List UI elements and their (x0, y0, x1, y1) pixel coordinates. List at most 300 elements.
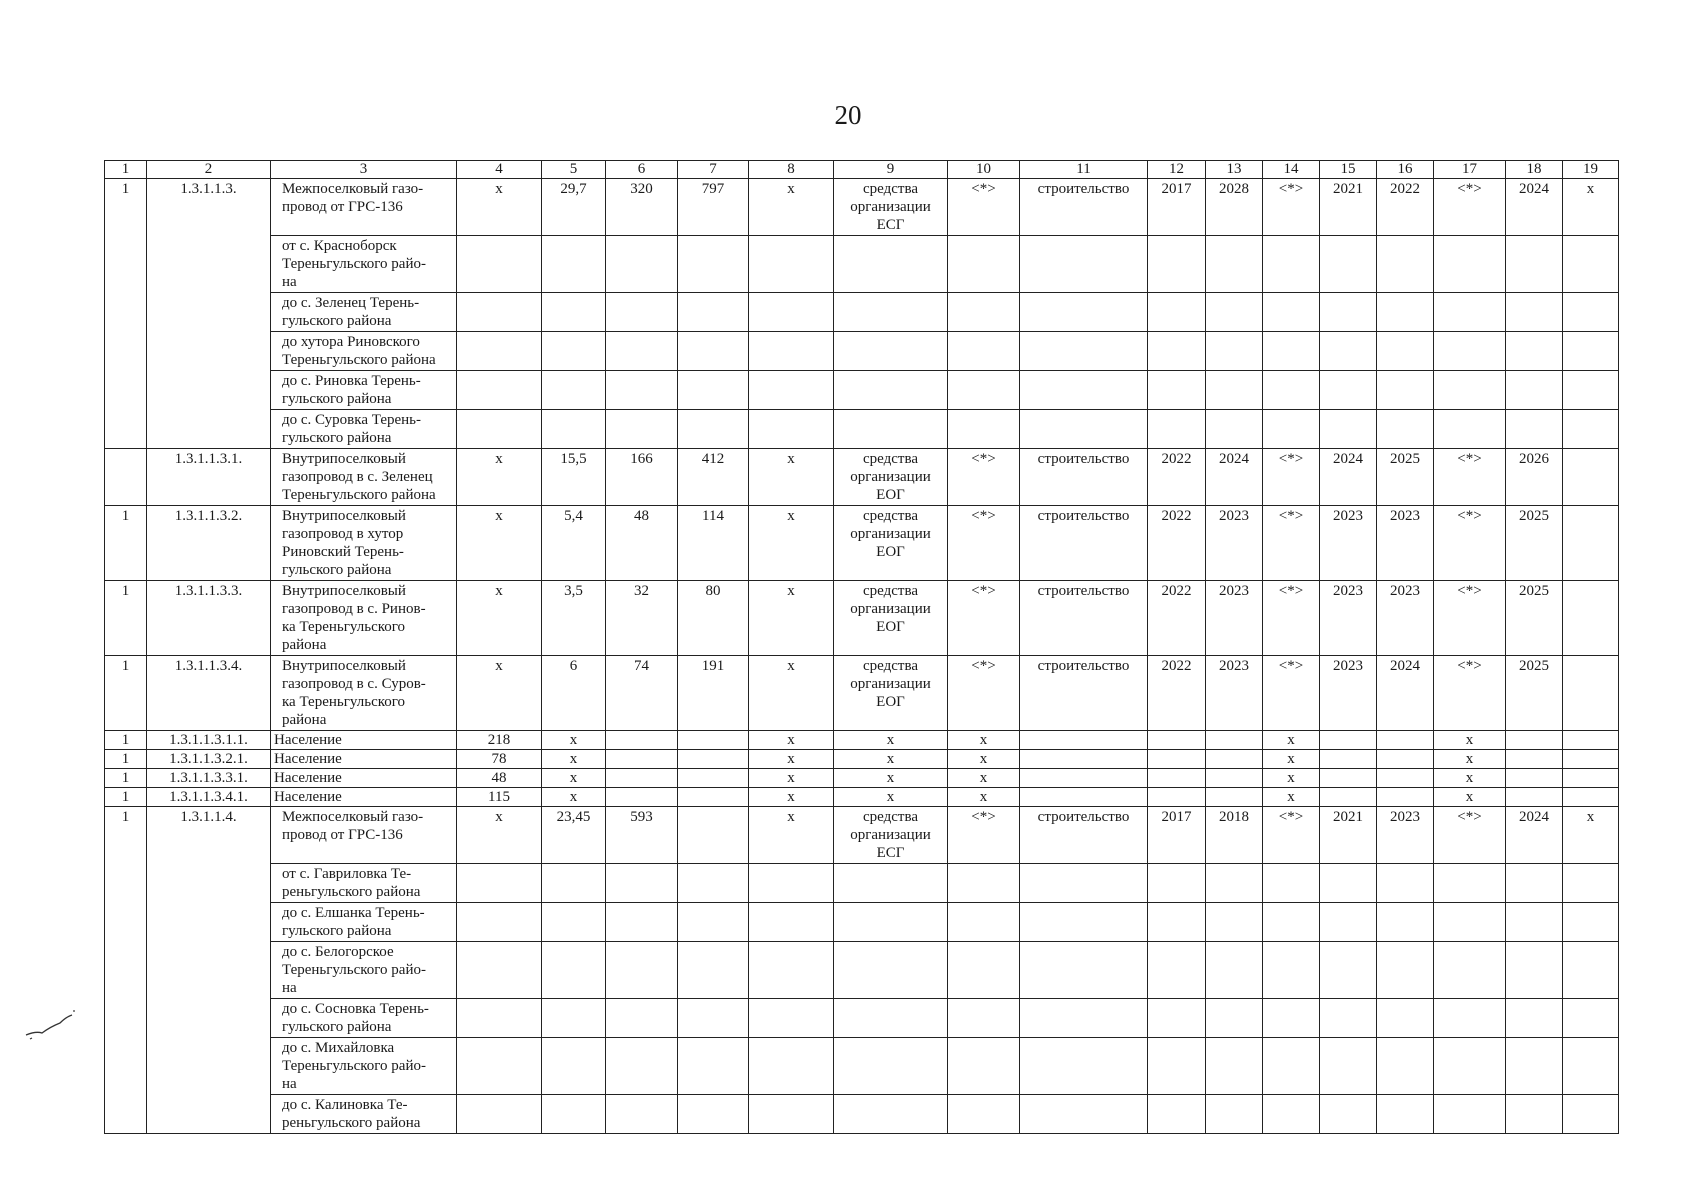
table-cell: х (749, 731, 834, 750)
table-cell: 166 (606, 449, 678, 506)
column-header: 16 (1377, 161, 1434, 179)
table-cell: средства организации ЕОГ (834, 506, 948, 581)
object-name: Население (271, 788, 457, 807)
table-cell (606, 293, 678, 332)
object-name: Внутрипоселковый газопровод в с. Ринов- ка Тереньгульского района (271, 581, 457, 656)
column-header: 3 (271, 161, 457, 179)
table-cell (1377, 903, 1434, 942)
table-cell (542, 999, 606, 1038)
table-cell: х (749, 179, 834, 236)
table-cell (1020, 999, 1148, 1038)
table-cell (834, 903, 948, 942)
table-cell (542, 903, 606, 942)
table-cell (1563, 1095, 1619, 1134)
table-row (105, 1038, 1619, 1095)
column-header: 4 (457, 161, 542, 179)
table-cell (457, 864, 542, 903)
table-cell (1263, 864, 1320, 903)
table-cell: х (749, 581, 834, 656)
table-cell (1206, 410, 1263, 449)
table-cell (1320, 999, 1377, 1038)
table-cell: 2023 (1206, 656, 1263, 731)
table-cell (749, 332, 834, 371)
table-cell (1434, 942, 1506, 999)
table-cell (1563, 410, 1619, 449)
table-cell (834, 293, 948, 332)
column-header: 18 (1506, 161, 1563, 179)
table-row (105, 999, 1619, 1038)
table-row (105, 293, 1619, 332)
scan-mark (20, 1005, 80, 1045)
table-cell (1020, 903, 1148, 942)
table-cell: х (1434, 769, 1506, 788)
table-cell: 1 (105, 656, 147, 731)
table-cell: 2025 (1377, 449, 1434, 506)
table-cell (1020, 293, 1148, 332)
table-cell: <*> (948, 581, 1020, 656)
column-header: 10 (948, 161, 1020, 179)
table-cell: х (749, 807, 834, 864)
table-cell (1434, 999, 1506, 1038)
table-cell (1563, 788, 1619, 807)
table-row (105, 903, 1619, 942)
table-cell (678, 942, 749, 999)
table-cell (1206, 769, 1263, 788)
table-cell (606, 236, 678, 293)
table-cell: 2022 (1377, 179, 1434, 236)
table-cell: <*> (1434, 506, 1506, 581)
table-cell: 320 (606, 179, 678, 236)
table-cell (606, 731, 678, 750)
route-segment: до с. Суровка Терень- гульского района (271, 410, 457, 449)
table-cell (948, 332, 1020, 371)
table-row (105, 179, 1619, 236)
table-cell: х (1263, 788, 1320, 807)
table-cell (1206, 236, 1263, 293)
table-cell (1506, 903, 1563, 942)
table-cell (678, 903, 749, 942)
table-cell: 2025 (1506, 656, 1563, 731)
table-cell: 80 (678, 581, 749, 656)
table-cell: средства организации ЕОГ (834, 656, 948, 731)
table-cell (749, 942, 834, 999)
table-cell: 74 (606, 656, 678, 731)
table-cell: 2028 (1206, 179, 1263, 236)
table-cell (1206, 293, 1263, 332)
table-cell (1377, 864, 1434, 903)
table-cell (1320, 942, 1377, 999)
table-cell: средства организации ЕСГ (834, 807, 948, 864)
table-cell: х (948, 769, 1020, 788)
table-cell (1320, 864, 1377, 903)
table-cell: <*> (1263, 581, 1320, 656)
table-cell (1377, 942, 1434, 999)
table-cell: х (749, 769, 834, 788)
table-cell: 2024 (1506, 807, 1563, 864)
table-cell: <*> (948, 656, 1020, 731)
table-cell: строительство (1020, 807, 1148, 864)
table-cell (1263, 293, 1320, 332)
table-cell (606, 788, 678, 807)
table-cell (1377, 999, 1434, 1038)
table-cell (1206, 731, 1263, 750)
table-cell (1377, 788, 1434, 807)
table-cell: х (542, 788, 606, 807)
table-cell (1434, 236, 1506, 293)
column-header: 9 (834, 161, 948, 179)
table-cell (1148, 769, 1206, 788)
table-row (105, 864, 1619, 903)
table-cell (606, 903, 678, 942)
table-cell: строительство (1020, 449, 1148, 506)
table-cell (678, 788, 749, 807)
route-segment: до с. Сосновка Терень- гульского района (271, 999, 457, 1038)
table-cell (1563, 999, 1619, 1038)
table-cell: 1 (105, 788, 147, 807)
table-cell (457, 1038, 542, 1095)
table-cell: х (948, 788, 1020, 807)
table-cell (948, 236, 1020, 293)
object-name: Межпоселковый газо- провод от ГРС-136 (271, 807, 457, 864)
table-cell (1020, 371, 1148, 410)
table-cell: <*> (948, 807, 1020, 864)
table-cell (606, 371, 678, 410)
table-cell (606, 1038, 678, 1095)
table-cell (1263, 236, 1320, 293)
table-cell (678, 332, 749, 371)
table-cell: х (749, 449, 834, 506)
table-cell: 1 (105, 179, 147, 449)
table-cell (1320, 236, 1377, 293)
table-cell (1320, 750, 1377, 769)
table-cell (749, 999, 834, 1038)
table-cell (678, 236, 749, 293)
table-cell (1563, 371, 1619, 410)
route-segment: до с. Елшанка Терень- гульского района (271, 903, 457, 942)
table-cell (457, 293, 542, 332)
table-cell: 29,7 (542, 179, 606, 236)
table-cell (457, 371, 542, 410)
table-cell (834, 1095, 948, 1134)
table-cell: х (457, 449, 542, 506)
table-cell (834, 332, 948, 371)
route-segment: от с. Красноборск Тереньгульского райо- на (271, 236, 457, 293)
table-cell: 593 (606, 807, 678, 864)
table-row (105, 236, 1619, 293)
table-cell: х (749, 750, 834, 769)
table-cell (606, 332, 678, 371)
table-cell (1148, 942, 1206, 999)
table-cell (1263, 410, 1320, 449)
table-cell (948, 410, 1020, 449)
table-cell (1506, 1095, 1563, 1134)
table-cell (749, 1038, 834, 1095)
table-row (105, 788, 1619, 807)
table-cell (1020, 731, 1148, 750)
table-row (105, 506, 1619, 581)
table-cell (457, 236, 542, 293)
table-cell (542, 1095, 606, 1134)
table-row (105, 731, 1619, 750)
table-cell: 23,45 (542, 807, 606, 864)
table-cell: <*> (1263, 179, 1320, 236)
table-cell (457, 410, 542, 449)
table-cell (1148, 236, 1206, 293)
table-cell (1148, 903, 1206, 942)
table-cell (749, 864, 834, 903)
table-cell: 2023 (1377, 506, 1434, 581)
table-cell (1506, 731, 1563, 750)
table-cell (1020, 1095, 1148, 1134)
table-cell: х (834, 788, 948, 807)
table-cell: строительство (1020, 506, 1148, 581)
table-cell (1206, 371, 1263, 410)
table-cell: 2025 (1506, 506, 1563, 581)
table-cell (1506, 236, 1563, 293)
column-header: 17 (1434, 161, 1506, 179)
table-cell (678, 410, 749, 449)
table-cell (1434, 864, 1506, 903)
table-cell (1434, 293, 1506, 332)
table-cell (749, 236, 834, 293)
table-row (105, 1095, 1619, 1134)
table-cell: х (542, 731, 606, 750)
table-cell (542, 864, 606, 903)
table-row (105, 769, 1619, 788)
object-name: Межпоселковый газо- провод от ГРС-136 (271, 179, 457, 236)
table-cell: 1 (105, 581, 147, 656)
table-cell (948, 999, 1020, 1038)
table-cell: х (457, 506, 542, 581)
table-cell (678, 999, 749, 1038)
table-cell (749, 293, 834, 332)
row-number: 1.3.1.1.3.2. (147, 506, 271, 581)
table-cell (606, 750, 678, 769)
route-segment: до хутора Риновского Тереньгульского района (271, 332, 457, 371)
route-segment: от с. Гавриловка Те- реньгульского района (271, 864, 457, 903)
table-cell (1563, 731, 1619, 750)
table-cell: 2021 (1320, 807, 1377, 864)
table-cell: 2023 (1320, 656, 1377, 731)
table-cell (1020, 788, 1148, 807)
table-cell (542, 942, 606, 999)
table-cell (457, 942, 542, 999)
table-cell (1320, 1095, 1377, 1134)
table-cell: 2022 (1148, 581, 1206, 656)
table-cell: х (834, 750, 948, 769)
table-cell (1206, 750, 1263, 769)
table-cell: 2022 (1148, 449, 1206, 506)
table-cell: 2022 (1148, 656, 1206, 731)
column-header: 19 (1563, 161, 1619, 179)
table-cell: х (834, 769, 948, 788)
table-cell: <*> (1263, 449, 1320, 506)
table-cell (834, 236, 948, 293)
table-cell: 48 (457, 769, 542, 788)
table-cell: 6 (542, 656, 606, 731)
table-cell (749, 903, 834, 942)
page-number: 20 (834, 100, 862, 130)
table-cell (678, 293, 749, 332)
table-cell: <*> (1434, 449, 1506, 506)
table-cell: строительство (1020, 179, 1148, 236)
table-cell: средства организации ЕСГ (834, 179, 948, 236)
table-cell (1148, 999, 1206, 1038)
table-cell (1377, 731, 1434, 750)
table-cell (1320, 371, 1377, 410)
table-cell: х (1263, 769, 1320, 788)
table-cell (1148, 750, 1206, 769)
column-header: 5 (542, 161, 606, 179)
table-cell (1563, 903, 1619, 942)
table-cell (542, 236, 606, 293)
table-cell (1506, 371, 1563, 410)
table-cell (1320, 731, 1377, 750)
table-cell: 32 (606, 581, 678, 656)
table-cell: 114 (678, 506, 749, 581)
table-cell: 5,4 (542, 506, 606, 581)
table-cell: 1 (105, 769, 147, 788)
table-cell (542, 371, 606, 410)
column-header: 11 (1020, 161, 1148, 179)
table-cell (1563, 581, 1619, 656)
table-cell (1563, 942, 1619, 999)
row-number: 1.3.1.1.3.3. (147, 581, 271, 656)
table-cell (457, 1095, 542, 1134)
table-cell: <*> (948, 449, 1020, 506)
route-segment: до с. Риновка Терень- гульского района (271, 371, 457, 410)
table-cell (1506, 293, 1563, 332)
table-cell (948, 903, 1020, 942)
table-cell (1206, 942, 1263, 999)
table-cell (834, 864, 948, 903)
table-row (105, 332, 1619, 371)
table-cell (457, 903, 542, 942)
table-cell (606, 410, 678, 449)
table-cell (1206, 332, 1263, 371)
table-cell: <*> (1434, 179, 1506, 236)
table-cell (834, 999, 948, 1038)
table-cell (542, 332, 606, 371)
table-cell: 218 (457, 731, 542, 750)
table-cell (1434, 903, 1506, 942)
table-cell (542, 293, 606, 332)
table-cell (1563, 506, 1619, 581)
table-cell: х (1263, 750, 1320, 769)
table-cell (1263, 1095, 1320, 1134)
table-cell (1506, 1038, 1563, 1095)
table-cell (948, 1038, 1020, 1095)
data-table (104, 160, 1619, 1134)
table-cell (948, 293, 1020, 332)
table-cell (606, 999, 678, 1038)
table-cell (1377, 1095, 1434, 1134)
table-cell: средства организации ЕОГ (834, 581, 948, 656)
table-cell: 2024 (1320, 449, 1377, 506)
table-cell (1148, 332, 1206, 371)
table-row (105, 449, 1619, 506)
object-name: Внутрипоселковый газопровод в с. Суров- ка Тереньгульского района (271, 656, 457, 731)
table-cell: 191 (678, 656, 749, 731)
table-cell: <*> (948, 506, 1020, 581)
table-cell: 15,5 (542, 449, 606, 506)
table-cell (1148, 371, 1206, 410)
table-cell (1506, 864, 1563, 903)
table-cell (1206, 788, 1263, 807)
table-cell (749, 410, 834, 449)
column-header: 13 (1206, 161, 1263, 179)
table-cell (1506, 999, 1563, 1038)
table-cell: 3,5 (542, 581, 606, 656)
table-cell: 2023 (1320, 506, 1377, 581)
table-cell: х (948, 731, 1020, 750)
table-cell (1020, 332, 1148, 371)
table-cell (1563, 236, 1619, 293)
column-header: 12 (1148, 161, 1206, 179)
table-cell: 412 (678, 449, 749, 506)
table-cell (457, 332, 542, 371)
table-cell (678, 807, 749, 864)
table-cell (1148, 1095, 1206, 1134)
table-cell: 1 (105, 731, 147, 750)
object-name: Внутрипоселковый газопровод в с. Зеленец Тереньгульского района (271, 449, 457, 506)
table-cell: х (1434, 731, 1506, 750)
table-cell (1020, 942, 1148, 999)
row-number: 1.3.1.1.3. (147, 179, 271, 449)
table-cell: х (457, 581, 542, 656)
table-cell (1320, 332, 1377, 371)
table-cell (1563, 769, 1619, 788)
table-cell (834, 1038, 948, 1095)
table-cell (1506, 750, 1563, 769)
table-cell (606, 769, 678, 788)
table-row (105, 410, 1619, 449)
table-cell (1148, 788, 1206, 807)
table-cell (1506, 769, 1563, 788)
table-cell (542, 410, 606, 449)
table-cell: 2026 (1506, 449, 1563, 506)
table-cell (1563, 750, 1619, 769)
row-number: 1.3.1.1.3.1. (147, 449, 271, 506)
header-row (105, 161, 1619, 179)
table-cell: <*> (1263, 807, 1320, 864)
table-cell: х (749, 788, 834, 807)
table-cell (1320, 788, 1377, 807)
table-cell (1263, 942, 1320, 999)
table-cell: 2024 (1506, 179, 1563, 236)
table-cell: 1 (105, 750, 147, 769)
table-row (105, 371, 1619, 410)
table-cell: х (1263, 731, 1320, 750)
table-cell (1563, 864, 1619, 903)
table-cell (1320, 1038, 1377, 1095)
table-cell (457, 999, 542, 1038)
table-cell: х (457, 656, 542, 731)
table-cell (542, 1038, 606, 1095)
table-cell (1377, 293, 1434, 332)
column-header: 8 (749, 161, 834, 179)
table-cell: 2023 (1320, 581, 1377, 656)
table-cell (105, 449, 147, 506)
table-cell (1148, 864, 1206, 903)
table-cell: 115 (457, 788, 542, 807)
table-cell (1148, 410, 1206, 449)
table-cell (1206, 864, 1263, 903)
object-name: Население (271, 769, 457, 788)
table-cell: х (948, 750, 1020, 769)
table-cell (1020, 769, 1148, 788)
table-cell (1206, 999, 1263, 1038)
